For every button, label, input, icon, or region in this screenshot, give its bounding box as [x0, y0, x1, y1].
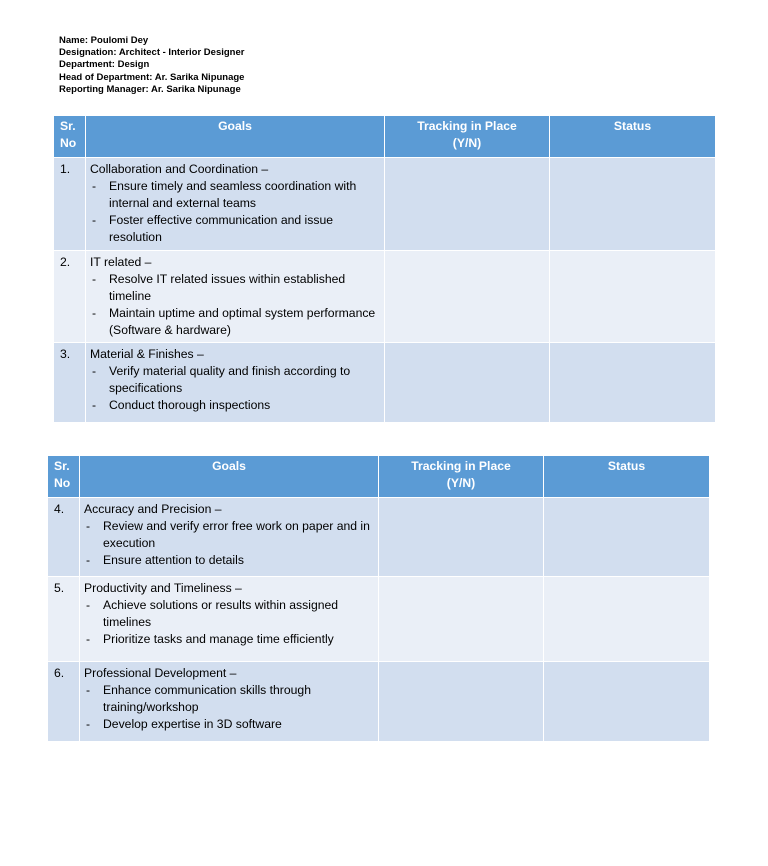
- goal-points-list: [90, 178, 380, 246]
- row-sr-number: 4.: [48, 498, 80, 577]
- tracking-cell: [379, 498, 544, 577]
- row-sr-number: 2.: [54, 251, 86, 343]
- status-cell: [544, 577, 710, 662]
- goal-point: - Ensure timely and seamless coordination with internal and external teams: [90, 178, 380, 212]
- row-sr-number: 5.: [48, 577, 80, 662]
- goal-point: - Achieve solutions or results within assigned timelines: [84, 597, 374, 631]
- goal-point: - Resolve IT related issues within established timeline: [90, 271, 380, 305]
- goal-point: - Enhance communication skills through training/workshop: [84, 682, 374, 716]
- goal-points-list: [90, 363, 380, 414]
- status-cell: [550, 251, 716, 343]
- employee-department: Department: Design: [59, 59, 150, 71]
- status-cell: [544, 498, 710, 577]
- goal-points-list: [90, 271, 380, 339]
- table-row: [48, 662, 710, 742]
- goal-cell: [86, 251, 385, 343]
- goal-title: Professional Development –: [84, 666, 237, 680]
- employee-info-block: [59, 35, 244, 96]
- head-of-department: Head of Department: Ar. Sarika Nipunage: [59, 71, 245, 83]
- goal-cell: [80, 577, 379, 662]
- tracking-cell: [385, 158, 550, 251]
- table-header-row: [54, 116, 716, 158]
- column-header-srno: Sr. No: [54, 116, 86, 158]
- table-row: [48, 577, 710, 662]
- goal-points-list: [84, 597, 374, 648]
- goal-point: - Review and verify error free work on paper and in execution: [84, 518, 374, 552]
- goal-point: - Conduct thorough inspections: [90, 397, 380, 414]
- goal-title: Productivity and Timeliness –: [84, 581, 242, 595]
- goal-point: - Maintain uptime and optimal system performance (Software & hardware): [90, 305, 380, 339]
- goal-points-list: [84, 518, 374, 569]
- goal-title: Collaboration and Coordination –: [90, 162, 269, 176]
- column-header-goals: Goals: [80, 456, 379, 498]
- tracking-cell: [379, 662, 544, 742]
- goals-table-1: [53, 115, 716, 423]
- goal-point: - Ensure attention to details: [84, 552, 374, 569]
- column-header-tracking: Tracking in Place (Y/N): [385, 116, 550, 158]
- column-header-status: Status: [544, 456, 710, 498]
- goal-points-list: [84, 682, 374, 733]
- row-sr-number: 3.: [54, 343, 86, 423]
- goal-point: - Verify material quality and finish according to specifications: [90, 363, 380, 397]
- table-row: [54, 158, 716, 251]
- table-row: [48, 498, 710, 577]
- goal-title: Material & Finishes –: [90, 347, 204, 361]
- goal-cell: [80, 662, 379, 742]
- tracking-cell: [385, 343, 550, 423]
- status-cell: [544, 662, 710, 742]
- column-header-srno: Sr. No: [48, 456, 80, 498]
- employee-designation: Designation: Architect - Interior Designer: [59, 47, 245, 59]
- reporting-manager: Reporting Manager: Ar. Sarika Nipunage: [59, 83, 241, 95]
- goals-table-2: [47, 455, 710, 742]
- column-header-status: Status: [550, 116, 716, 158]
- table-row: [54, 343, 716, 423]
- tracking-cell: [379, 577, 544, 662]
- goal-point: - Foster effective communication and issue resolution: [90, 212, 380, 246]
- goal-point: - Prioritize tasks and manage time efficiently: [84, 631, 374, 648]
- status-cell: [550, 343, 716, 423]
- row-sr-number: 1.: [54, 158, 86, 251]
- goal-cell: [86, 343, 385, 423]
- table-header-row: [48, 456, 710, 498]
- goal-point: - Develop expertise in 3D software: [84, 716, 374, 733]
- row-sr-number: 6.: [48, 662, 80, 742]
- goal-title: IT related –: [90, 255, 152, 269]
- column-header-tracking: Tracking in Place (Y/N): [379, 456, 544, 498]
- status-cell: [550, 158, 716, 251]
- tracking-cell: [385, 251, 550, 343]
- table-row: [54, 251, 716, 343]
- column-header-goals: Goals: [86, 116, 385, 158]
- goal-cell: [80, 498, 379, 577]
- employee-name: Name: Poulomi Dey: [59, 35, 149, 46]
- goal-cell: [86, 158, 385, 251]
- goal-title: Accuracy and Precision –: [84, 502, 222, 516]
